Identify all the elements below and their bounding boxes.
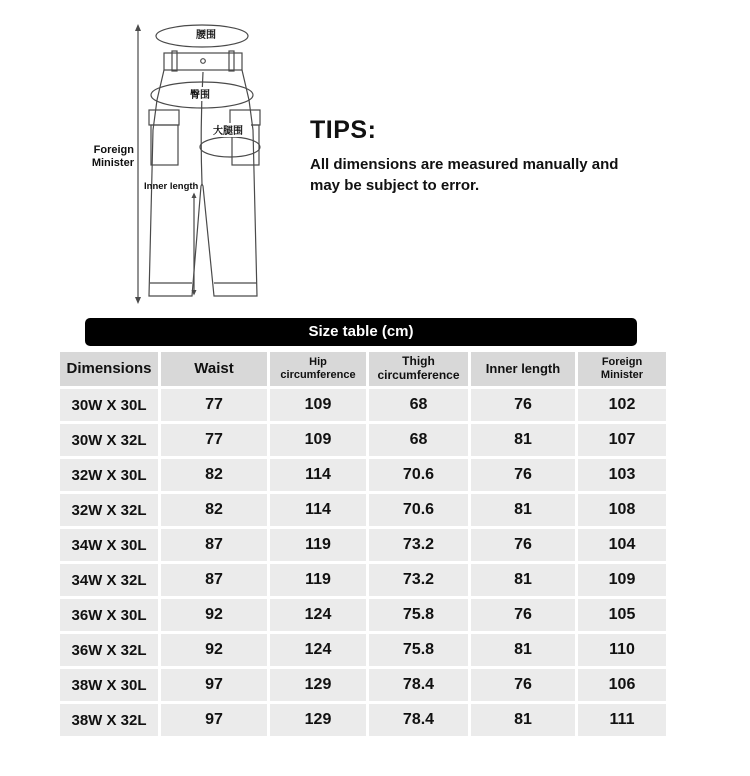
inner-length-label: Inner length (144, 181, 199, 192)
column-header: Dimensions (60, 352, 158, 386)
top-section (0, 0, 750, 314)
value-cell: 70.6 (369, 459, 468, 491)
size-cell: 30W X 32L (60, 424, 158, 456)
table-row (60, 599, 666, 631)
value-cell: 114 (270, 494, 366, 526)
table-row (60, 704, 666, 736)
cargo-pocket-right-flap (230, 110, 260, 125)
pants-diagram (80, 0, 304, 312)
pants-right-leg-outline (202, 70, 257, 296)
size-cell: 38W X 30L (60, 669, 158, 701)
value-cell: 92 (161, 599, 267, 631)
value-cell: 73.2 (369, 529, 468, 561)
value-cell: 105 (578, 599, 666, 631)
value-cell: 68 (369, 389, 468, 421)
column-header: Waist (161, 352, 267, 386)
value-cell: 81 (471, 494, 575, 526)
value-cell: 82 (161, 494, 267, 526)
size-table-header-row (60, 352, 666, 386)
tips-block (310, 116, 670, 196)
table-row (60, 634, 666, 666)
tips-title: TIPS: (310, 116, 377, 144)
value-cell: 76 (471, 669, 575, 701)
table-row (60, 564, 666, 596)
value-cell: 82 (161, 459, 267, 491)
value-cell: 111 (578, 704, 666, 736)
value-cell: 109 (270, 389, 366, 421)
table-row (60, 459, 666, 491)
size-cell: 34W X 30L (60, 529, 158, 561)
value-cell: 81 (471, 424, 575, 456)
value-cell: 97 (161, 704, 267, 736)
value-cell: 114 (270, 459, 366, 491)
value-cell: 75.8 (369, 634, 468, 666)
value-cell: 78.4 (369, 704, 468, 736)
size-table-title-bar: Size table (cm) (85, 318, 637, 346)
value-cell: 78.4 (369, 669, 468, 701)
outer-length-label-line1: Foreign (93, 144, 134, 156)
thigh-measure-ellipse (200, 137, 260, 157)
waist-button (201, 59, 206, 64)
value-cell: 92 (161, 634, 267, 666)
value-cell: 119 (270, 564, 366, 596)
column-header: Hip circumference (270, 352, 366, 386)
waist-cn-label: 腰围 (196, 30, 216, 41)
table-row (60, 494, 666, 526)
size-table-body (60, 389, 666, 736)
table-row (60, 389, 666, 421)
size-cell: 36W X 30L (60, 599, 158, 631)
column-header: Foreign Minister (578, 352, 666, 386)
value-cell: 119 (270, 529, 366, 561)
table-row (60, 529, 666, 561)
value-cell: 102 (578, 389, 666, 421)
value-cell: 70.6 (369, 494, 468, 526)
size-table (57, 349, 669, 739)
size-cell: 34W X 32L (60, 564, 158, 596)
value-cell: 124 (270, 599, 366, 631)
outer-length-label-line2: Minister (91, 157, 134, 169)
value-cell: 76 (471, 529, 575, 561)
value-cell: 103 (578, 459, 666, 491)
belt-loop-left (172, 51, 177, 71)
value-cell: 129 (270, 669, 366, 701)
value-cell: 124 (270, 634, 366, 666)
value-cell: 77 (161, 424, 267, 456)
value-cell: 106 (578, 669, 666, 701)
value-cell: 97 (161, 669, 267, 701)
belt-loop-right (229, 51, 234, 71)
column-header: Thigh circumference (369, 352, 468, 386)
size-cell: 32W X 32L (60, 494, 158, 526)
tips-body: All dimensions are measured manually and may be subject to error. (310, 156, 619, 194)
table-row (60, 669, 666, 701)
value-cell: 110 (578, 634, 666, 666)
value-cell: 81 (471, 704, 575, 736)
value-cell: 109 (578, 564, 666, 596)
thigh-cn-label: 大腿围 (213, 126, 243, 137)
column-header: Inner length (471, 352, 575, 386)
value-cell: 75.8 (369, 599, 468, 631)
value-cell: 81 (471, 634, 575, 666)
cargo-pocket-left (151, 125, 178, 165)
value-cell: 87 (161, 529, 267, 561)
size-cell: 38W X 32L (60, 704, 158, 736)
value-cell: 76 (471, 459, 575, 491)
value-cell: 109 (270, 424, 366, 456)
value-cell: 104 (578, 529, 666, 561)
size-cell: 30W X 30L (60, 389, 158, 421)
hip-cn-label: 臀围 (190, 90, 210, 101)
value-cell: 87 (161, 564, 267, 596)
value-cell: 107 (578, 424, 666, 456)
waistband (164, 53, 242, 70)
value-cell: 68 (369, 424, 468, 456)
value-cell: 76 (471, 599, 575, 631)
value-cell: 76 (471, 389, 575, 421)
size-cell: 36W X 32L (60, 634, 158, 666)
value-cell: 129 (270, 704, 366, 736)
value-cell: 81 (471, 564, 575, 596)
value-cell: 73.2 (369, 564, 468, 596)
arrowheads (135, 24, 197, 304)
size-cell: 32W X 30L (60, 459, 158, 491)
value-cell: 77 (161, 389, 267, 421)
value-cell: 108 (578, 494, 666, 526)
table-row (60, 424, 666, 456)
